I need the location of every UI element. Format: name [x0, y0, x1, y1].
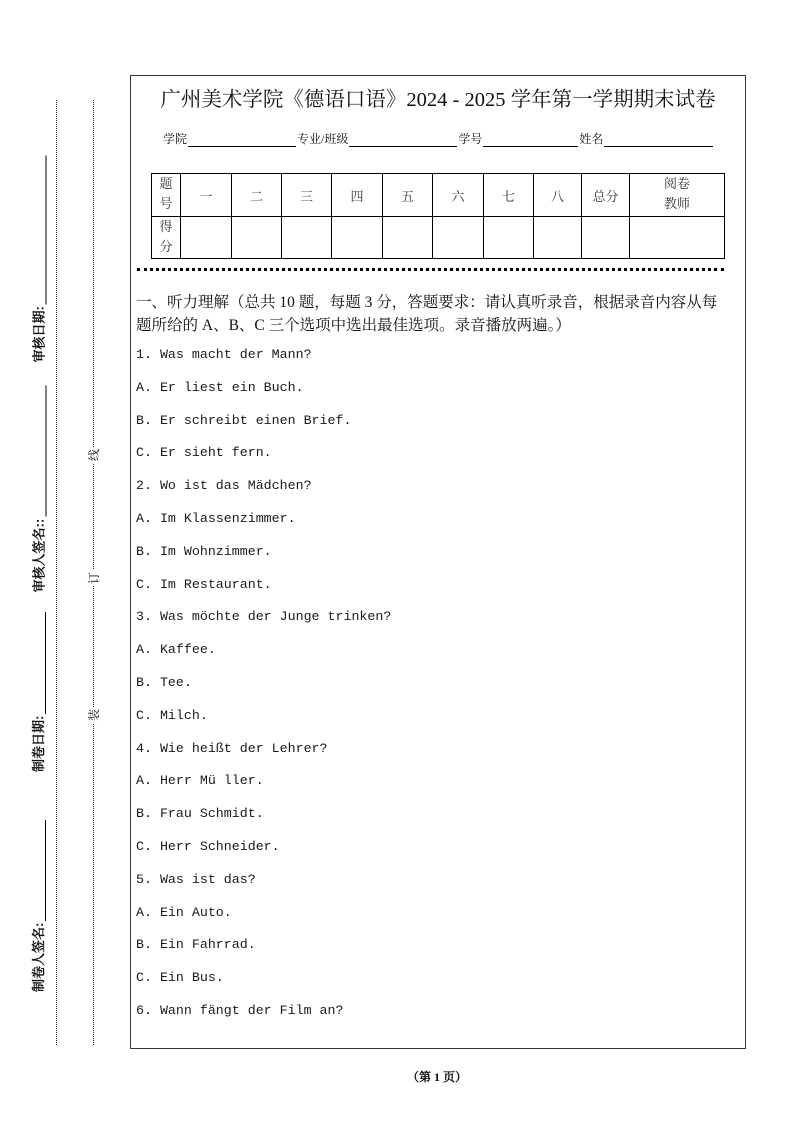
- score-cell-4: [332, 217, 383, 259]
- question-number-header: [152, 174, 181, 217]
- section-header-1: 一: [181, 174, 232, 217]
- binding-dotted-line-outer: [56, 100, 57, 1045]
- option-a: A. Herr Mü ller.: [136, 773, 264, 789]
- option-b: B. Ein Fahrrad.: [136, 937, 256, 953]
- grader-header: [630, 174, 725, 217]
- question-3: [136, 608, 391, 739]
- major-class-blank: [349, 132, 457, 147]
- question-stem: 5. Was ist das?: [136, 871, 256, 887]
- question-stem: 4. Wie heißt der Lehrer?: [136, 740, 328, 756]
- score-cell-3: [282, 217, 332, 259]
- listening-section-heading: [136, 291, 717, 337]
- section-header-3: 三: [282, 174, 332, 217]
- score-cell-1: [181, 217, 232, 259]
- question-4: [136, 740, 391, 871]
- review-date-label: 审核日期:: [31, 305, 46, 362]
- option-c: C. Ein Bus.: [136, 970, 224, 986]
- score-cell-8: [534, 217, 582, 259]
- score-row-header: [152, 217, 181, 259]
- grader-label: 阅卷教师: [663, 177, 690, 212]
- option-b: B. Im Wohnzimmer.: [136, 543, 272, 559]
- score-cell-6: [433, 217, 484, 259]
- reviewer-signature-label: 审核人签名::: [31, 518, 46, 592]
- major-class-label: 专业/班级: [297, 132, 349, 146]
- score-table-header-row: [152, 174, 725, 217]
- score-table-score-row: [152, 217, 725, 259]
- student-id-blank: [483, 132, 578, 147]
- binding-mark-staple: 订: [87, 572, 101, 585]
- score-cell-5: [383, 217, 433, 259]
- college-blank: [188, 132, 296, 147]
- question-1: [136, 346, 391, 477]
- setter-signature-field: [32, 820, 46, 992]
- total-score-header: 总分: [582, 174, 630, 217]
- question-stem: 3. Was möchte der Junge trinken?: [136, 609, 392, 625]
- section-header-4: 四: [332, 174, 383, 217]
- section-header-2: 二: [232, 174, 282, 217]
- setting-date-blank: [32, 612, 46, 714]
- option-a: A. Ein Auto.: [136, 904, 232, 920]
- setting-date-field: [32, 612, 46, 772]
- option-b: B. Er schreibt einen Brief.: [136, 412, 352, 428]
- setter-signature-blank: [32, 820, 46, 921]
- question-5: [136, 871, 391, 1002]
- student-id-label: 学号: [458, 132, 483, 146]
- reviewer-signature-field: [32, 385, 46, 592]
- score-cell-total: [582, 217, 630, 259]
- section-divider: [137, 268, 724, 271]
- option-b: B. Tee.: [136, 674, 192, 690]
- section-heading-line-1: 一、听力理解（总共 10 题，每题 3 分，答题要求：请认真听录音，根据录音内容从每: [136, 294, 718, 311]
- section-header-5: 五: [383, 174, 433, 217]
- binding-mark-line: 线: [87, 449, 101, 462]
- question-number-label: 题号: [159, 177, 173, 212]
- question-stem: 2. Wo ist das Mädchen?: [136, 478, 312, 494]
- college-label: 学院: [163, 132, 188, 146]
- option-a: A. Im Klassenzimmer.: [136, 510, 296, 526]
- option-c: C. Im Restaurant.: [136, 576, 272, 592]
- option-a: A. Er liest ein Buch.: [136, 379, 304, 395]
- section-header-7: 七: [484, 174, 534, 217]
- question-stem: 1. Was macht der Mann?: [136, 347, 312, 362]
- score-cell-grader: [630, 217, 725, 259]
- section-header-8: 八: [534, 174, 582, 217]
- review-date-blank: [32, 155, 46, 304]
- question-2: [136, 477, 391, 608]
- exam-title: 广州美术学院《德语口语》2024 - 2025 学年第一学期期末试卷: [160, 89, 716, 111]
- score-table: [151, 173, 725, 259]
- name-label: 姓名: [579, 132, 604, 146]
- reviewer-signature-blank: [32, 385, 46, 516]
- section-heading-line-2: 题所给的 A、B、C 三个选项中选出最佳选项。录音播放两遍。）: [136, 317, 571, 334]
- binding-mark-bind: 装: [87, 709, 101, 722]
- option-a: A. Kaffee.: [136, 642, 216, 658]
- option-c: C. Milch.: [136, 707, 208, 723]
- score-cell-7: [484, 217, 534, 259]
- exam-page-frame: [130, 75, 746, 1049]
- option-c: C. Er sieht fern.: [136, 445, 272, 461]
- student-info-row: [162, 131, 713, 147]
- score-label: 得分: [159, 219, 173, 255]
- question-6: [136, 1002, 391, 1035]
- section-header-6: 六: [433, 174, 484, 217]
- question-stem: 6. Wann fängt der Film an?: [136, 1002, 344, 1018]
- setter-signature-label: 制卷人签名:: [31, 922, 46, 992]
- setting-date-label: 制卷日期:: [31, 715, 46, 772]
- review-date-field: [32, 155, 46, 362]
- option-c: C. Herr Schneider.: [136, 838, 280, 854]
- option-b: B. Frau Schmidt.: [136, 806, 264, 822]
- page-number-footer: （第 1 页）: [406, 1070, 467, 1084]
- question-list: [136, 346, 391, 1035]
- name-blank: [604, 132, 713, 147]
- score-cell-2: [232, 217, 282, 259]
